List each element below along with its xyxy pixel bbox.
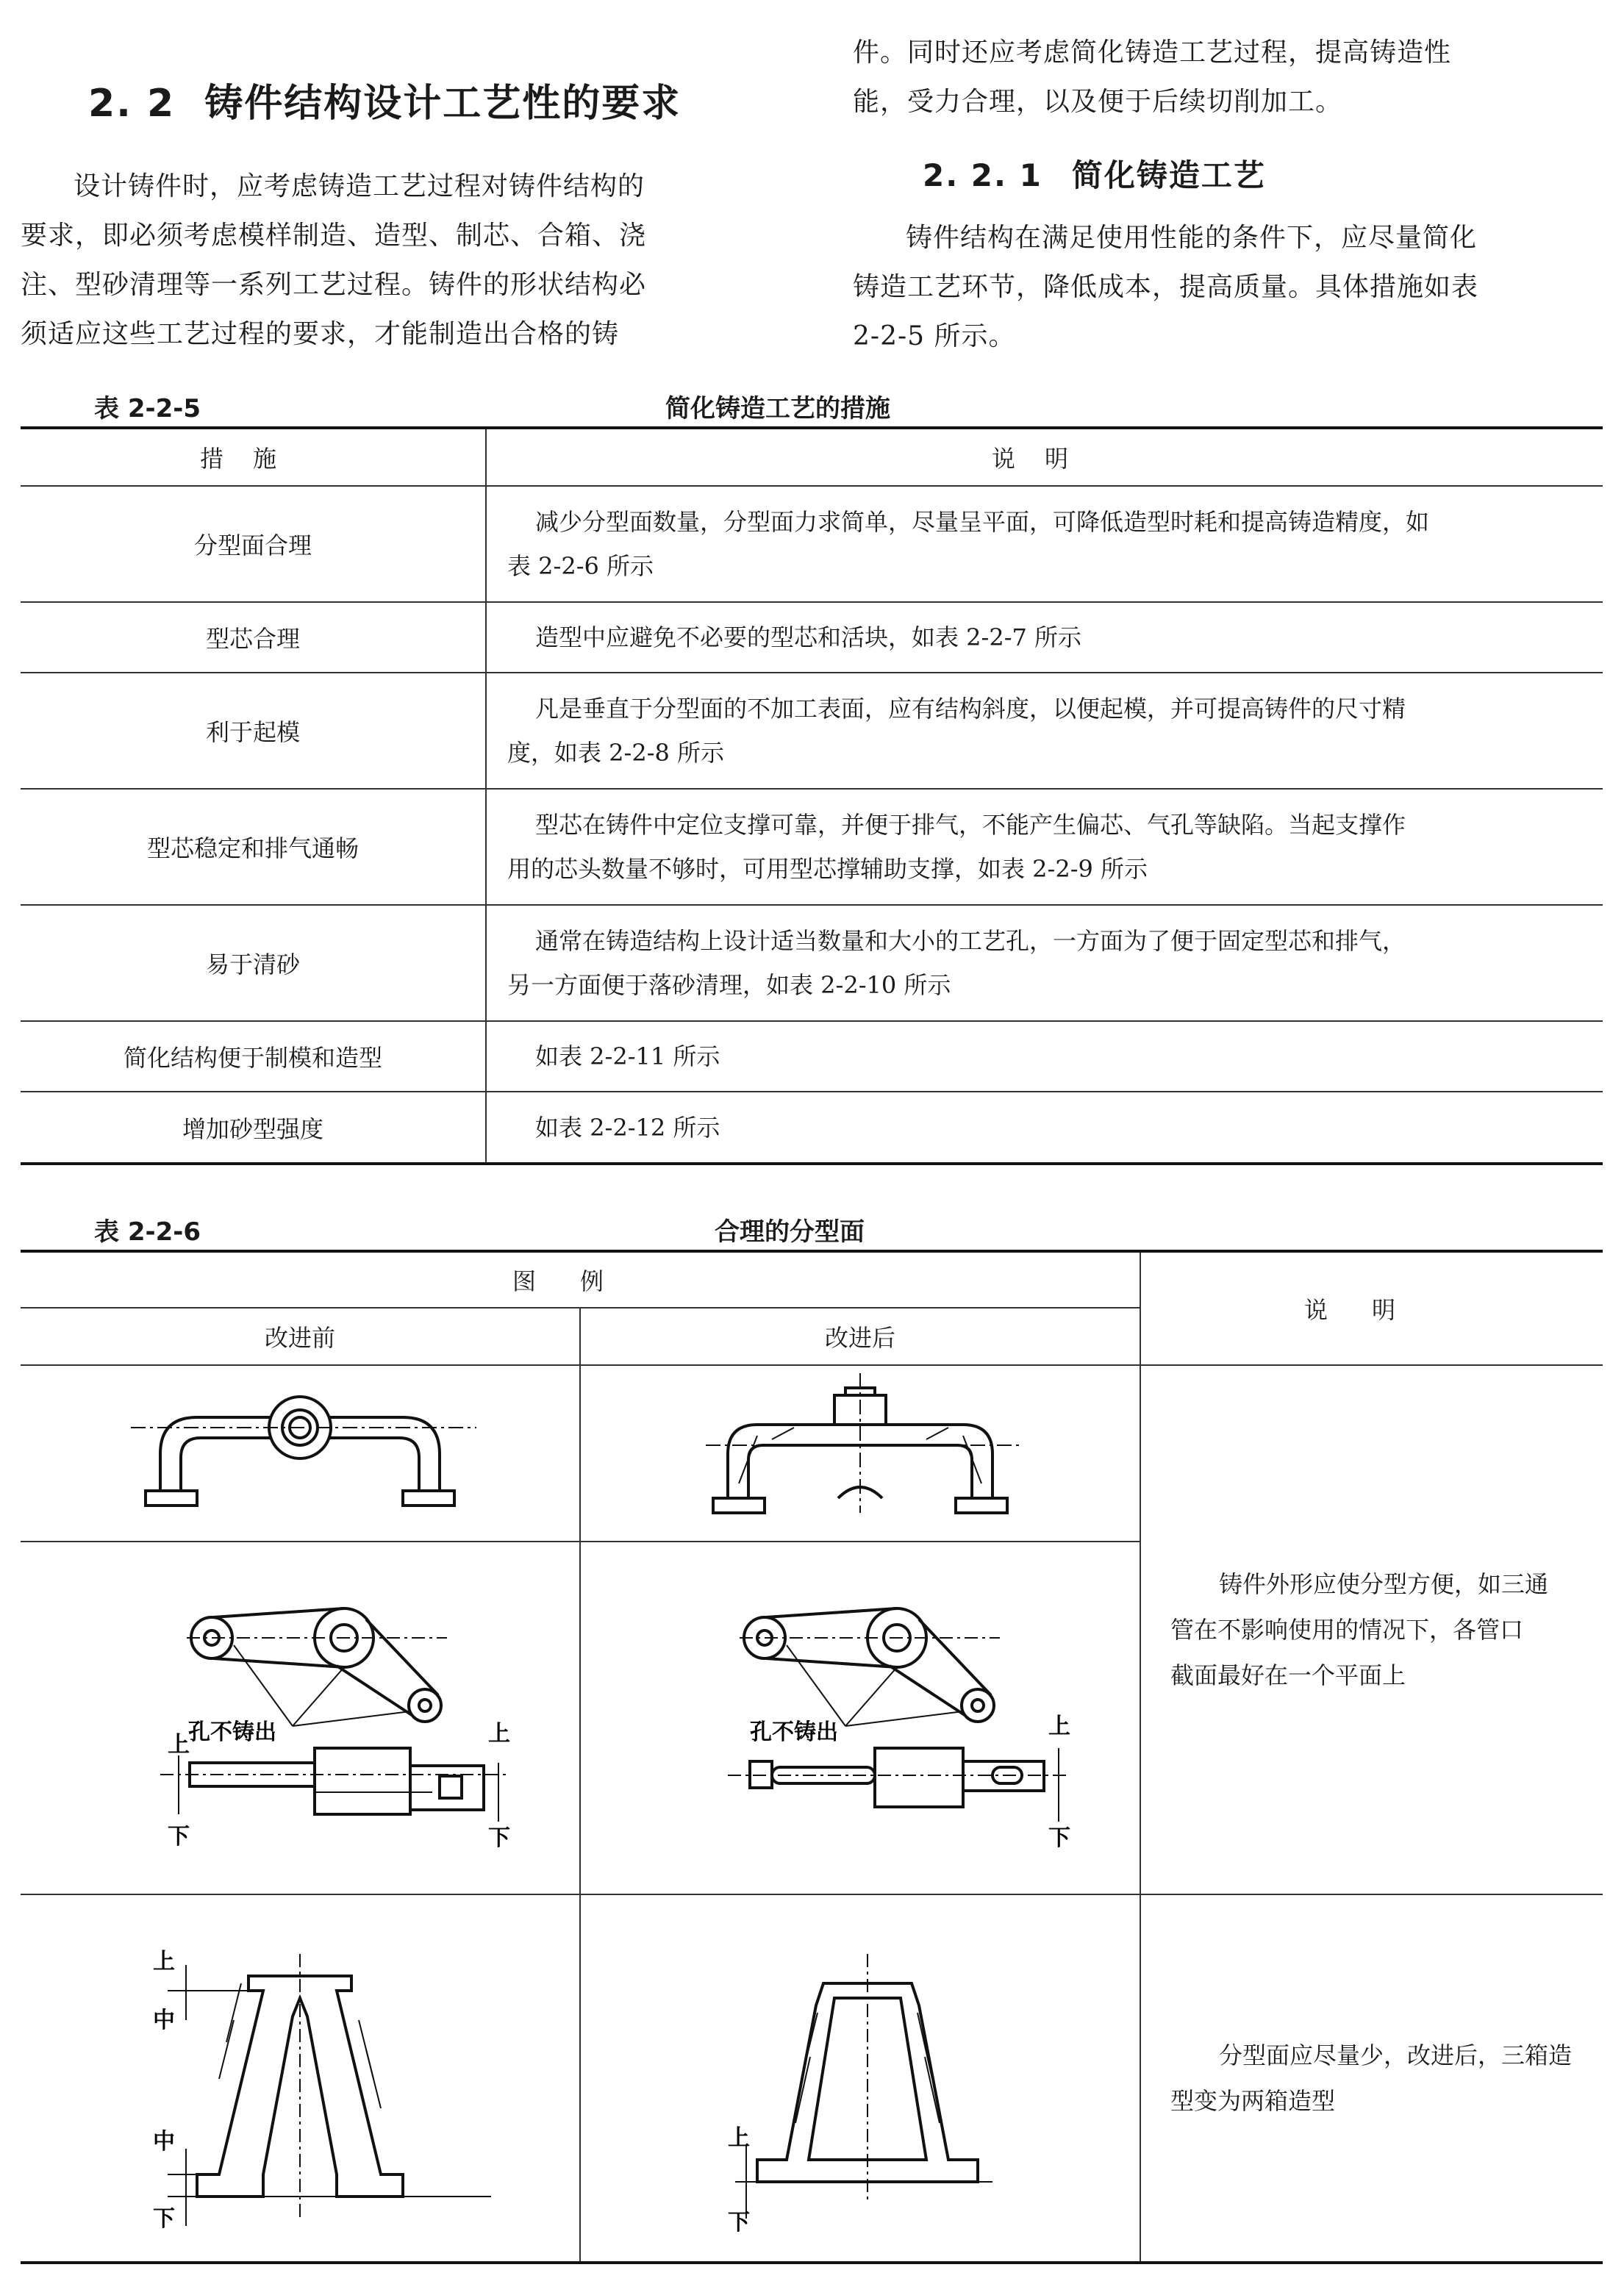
header-measure: 措施 [21, 428, 486, 486]
subsection-title: 简化铸造工艺 [1071, 157, 1266, 193]
figure-cell-after [580, 1542, 1140, 1894]
table-measures [21, 426, 1603, 1165]
table-row [21, 486, 1603, 602]
linkage-after-drawing [581, 1542, 1140, 1888]
cone-before-drawing [21, 1895, 579, 2255]
label-hole-not-cast: 孔不铸出 [750, 1719, 838, 1745]
table-parting-surface [21, 1250, 1603, 2264]
text-line: 管在不影响使用的情况下，各管口 [1170, 1616, 1524, 1644]
intro-paragraph-right [853, 28, 1603, 126]
measure-cell: 分型面合理 [21, 486, 486, 602]
description-cell [486, 602, 1603, 673]
table-row [21, 789, 1603, 905]
text-line: 要求，即必须考虑模样制造、造型、制芯、合箱、浇 [21, 221, 647, 251]
label-down: 下 [1048, 1825, 1070, 1851]
description-cell [486, 486, 1603, 602]
header-description: 说明 [486, 428, 1603, 486]
cone-after-drawing [581, 1895, 1140, 2255]
text-line: 如表 2-2-11 所示 [535, 1042, 720, 1070]
header-before: 改进前 [21, 1308, 580, 1365]
text-line: 能，受力合理，以及便于后续切削加工。 [853, 87, 1343, 117]
intro-paragraph-left [21, 162, 793, 359]
description-cell [1140, 1365, 1603, 1894]
text-line: 设计铸件时，应考虑铸造工艺过程对铸件结构的 [74, 171, 645, 201]
label-up: 上 [168, 1732, 190, 1758]
description-cell [486, 905, 1603, 1021]
text-line: 另一方面便于落砂清理，如表 2-2-10 所示 [507, 971, 951, 999]
measure-cell: 型芯稳定和排气通畅 [21, 789, 486, 905]
text-line: 件。同时还应考虑简化铸造工艺过程，提高铸造性 [853, 37, 1452, 68]
text-line: 凡是垂直于分型面的不加工表面，应有结构斜度，以便起模，并可提高铸件的尺寸精 [535, 695, 1406, 723]
pipe-before-drawing [21, 1366, 579, 1535]
table-row [21, 673, 1603, 789]
description-cell [1140, 1894, 1603, 2263]
subsection-heading [923, 151, 1266, 196]
table-row [21, 1092, 1603, 1164]
text-line: 用的芯头数量不够时，可用型芯撑辅助支撑，如表 2-2-9 所示 [507, 855, 1148, 883]
section-title: 铸件结构设计工艺性的要求 [204, 82, 682, 126]
text-line: 截面最好在一个平面上 [1170, 1661, 1406, 1689]
measure-cell: 增加砂型强度 [21, 1092, 486, 1164]
label-middle: 中 [153, 2008, 175, 2033]
label-up: 上 [728, 2125, 750, 2151]
label-middle: 中 [153, 2129, 175, 2155]
label-up: 上 [488, 1721, 510, 1747]
text-line: 注、型砂清理等一系列工艺过程。铸件的形状结构必 [21, 270, 647, 300]
table2-label: 表 2-2-6 [94, 1217, 201, 1247]
text-line: 2-2-5 所示。 [853, 321, 1016, 351]
text-line: 铸件结构在满足使用性能的条件下，应尽量简化 [906, 223, 1478, 253]
label-up: 上 [1048, 1714, 1070, 1739]
section-heading [88, 72, 681, 127]
text-line: 铸件外形应使分型方便，如三通 [1219, 1570, 1549, 1598]
text-line: 通常在铸造结构上设计适当数量和大小的工艺孔，一方面为了便于固定型芯和排气， [535, 927, 1406, 955]
header-after: 改进后 [580, 1308, 1140, 1365]
description-cell [486, 673, 1603, 789]
measure-cell: 利于起模 [21, 673, 486, 789]
table1-title: 简化铸造工艺的措施 [665, 394, 890, 423]
text-line: 型芯在铸件中定位支撑可靠，并便于排气，不能产生偏芯、气孔等缺陷。当起支撑作 [535, 811, 1406, 839]
figure-cell-after [580, 1894, 1140, 2263]
header-description: 说明 [1140, 1251, 1603, 1365]
description-cell [486, 1092, 1603, 1164]
text-line: 须适应这些工艺过程的要求，才能制造出合格的铸 [21, 319, 620, 349]
label-hole-not-cast: 孔不铸出 [188, 1719, 276, 1745]
label-down: 下 [728, 2210, 750, 2235]
text-line: 分型面应尽量少，改进后，三箱造 [1219, 2041, 1573, 2069]
subsection-paragraph [853, 213, 1603, 361]
table-row [21, 905, 1603, 1021]
figure-cell-after [580, 1365, 1140, 1542]
subsection-number: 2. 2. 1 [923, 157, 1042, 193]
table-header-row [21, 1251, 1603, 1308]
label-down: 下 [168, 1824, 190, 1850]
figure-cell-before [21, 1365, 580, 1542]
table-header-row [21, 428, 1603, 486]
label-up: 上 [153, 1949, 175, 1975]
text-line: 铸造工艺环节，降低成本，提高质量。具体措施如表 [853, 272, 1479, 302]
table1-label: 表 2-2-5 [94, 394, 201, 423]
figure-row [21, 1894, 1603, 2263]
text-line: 造型中应避免不必要的型芯和活块，如表 2-2-7 所示 [535, 623, 1082, 651]
linkage-before-drawing [21, 1542, 579, 1888]
section-number: 2. 2 [88, 82, 176, 126]
text-line: 表 2-2-6 所示 [507, 552, 654, 580]
figure-row [21, 1365, 1603, 1542]
table-row [21, 1021, 1603, 1092]
label-down: 下 [488, 1825, 510, 1851]
measure-cell: 简化结构便于制模和造型 [21, 1021, 486, 1092]
measure-cell: 型芯合理 [21, 602, 486, 673]
text-line: 型变为两箱造型 [1170, 2087, 1336, 2115]
text-line: 度，如表 2-2-8 所示 [507, 739, 725, 767]
table-row [21, 602, 1603, 673]
figure-cell-before [21, 1894, 580, 2263]
description-cell [486, 1021, 1603, 1092]
figure-cell-before [21, 1542, 580, 1894]
text-line: 如表 2-2-12 所示 [535, 1113, 720, 1142]
description-cell [486, 789, 1603, 905]
pipe-after-drawing [581, 1366, 1140, 1535]
measure-cell: 易于清砂 [21, 905, 486, 1021]
text-line: 减少分型面数量，分型面力求简单，尽量呈平面，可降低造型时耗和提高铸造精度，如 [535, 508, 1430, 536]
table2-title: 合理的分型面 [715, 1217, 865, 1247]
header-figures: 图例 [21, 1251, 1140, 1308]
label-down: 下 [153, 2206, 175, 2232]
